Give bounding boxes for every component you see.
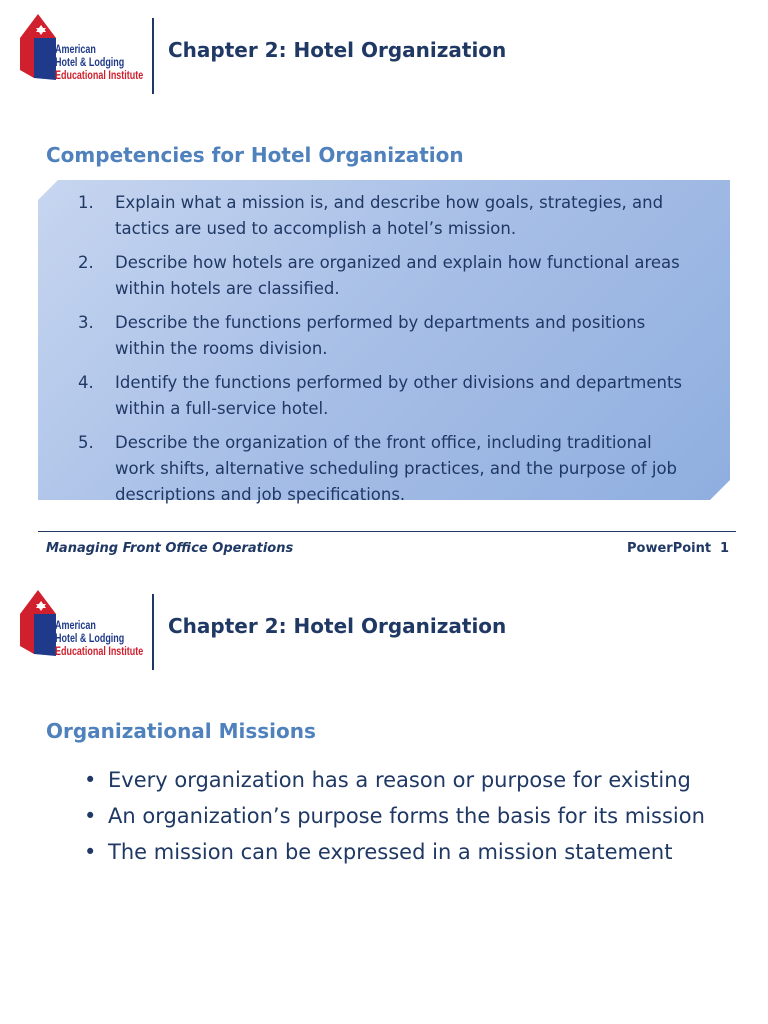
hotel-building-icon — [18, 12, 58, 82]
slide-title: Chapter 2: Hotel Organization — [168, 38, 507, 62]
list-item: • The mission can be expressed in a mission statement — [84, 840, 673, 864]
header-divider — [152, 18, 154, 94]
slide-title: Chapter 2: Hotel Organization — [168, 614, 507, 638]
list-item: • Every organization has a reason or purpose for existing — [84, 768, 691, 792]
logo-wordmark: American Hotel & Lodging Educational Institute — [55, 620, 144, 658]
list-item: 5. Describe the organization of the front office, including traditional work shifts, alternative scheduling practices, and the purpose of job descriptions and job specifications. — [78, 433, 678, 504]
footer-rule — [38, 531, 736, 532]
ahlei-logo — [18, 12, 144, 92]
header-divider — [152, 594, 154, 670]
list-item: • An organization’s purpose forms the basis for its mission — [84, 804, 705, 828]
hotel-building-icon — [18, 588, 58, 658]
list-item: 1. Explain what a mission is, and describe how goals, strategies, and tactics are used to accomplish a hotel’s mission. — [78, 193, 664, 238]
ahlei-logo — [18, 588, 144, 668]
mission-bullets — [84, 762, 705, 870]
section-heading: Organizational Missions — [46, 719, 316, 743]
slide-2 — [0, 576, 768, 1024]
logo-wordmark: American Hotel & Lodging Educational Institute — [55, 44, 144, 82]
competencies-list — [70, 190, 690, 516]
list-item: 4. Identify the functions performed by other divisions and departments within a full-service hotel. — [78, 373, 683, 418]
list-item: 3. Describe the functions performed by departments and positions within the rooms division. — [78, 313, 646, 358]
footer-course-title: Managing Front Office Operations — [46, 541, 294, 556]
footer-format: PowerPoint — [627, 541, 712, 556]
page-number: 1 — [720, 541, 730, 556]
section-heading: Competencies for Hotel Organization — [46, 143, 464, 167]
list-item: 2. Describe how hotels are organized and explain how functional areas within hotels are classified. — [78, 253, 680, 298]
